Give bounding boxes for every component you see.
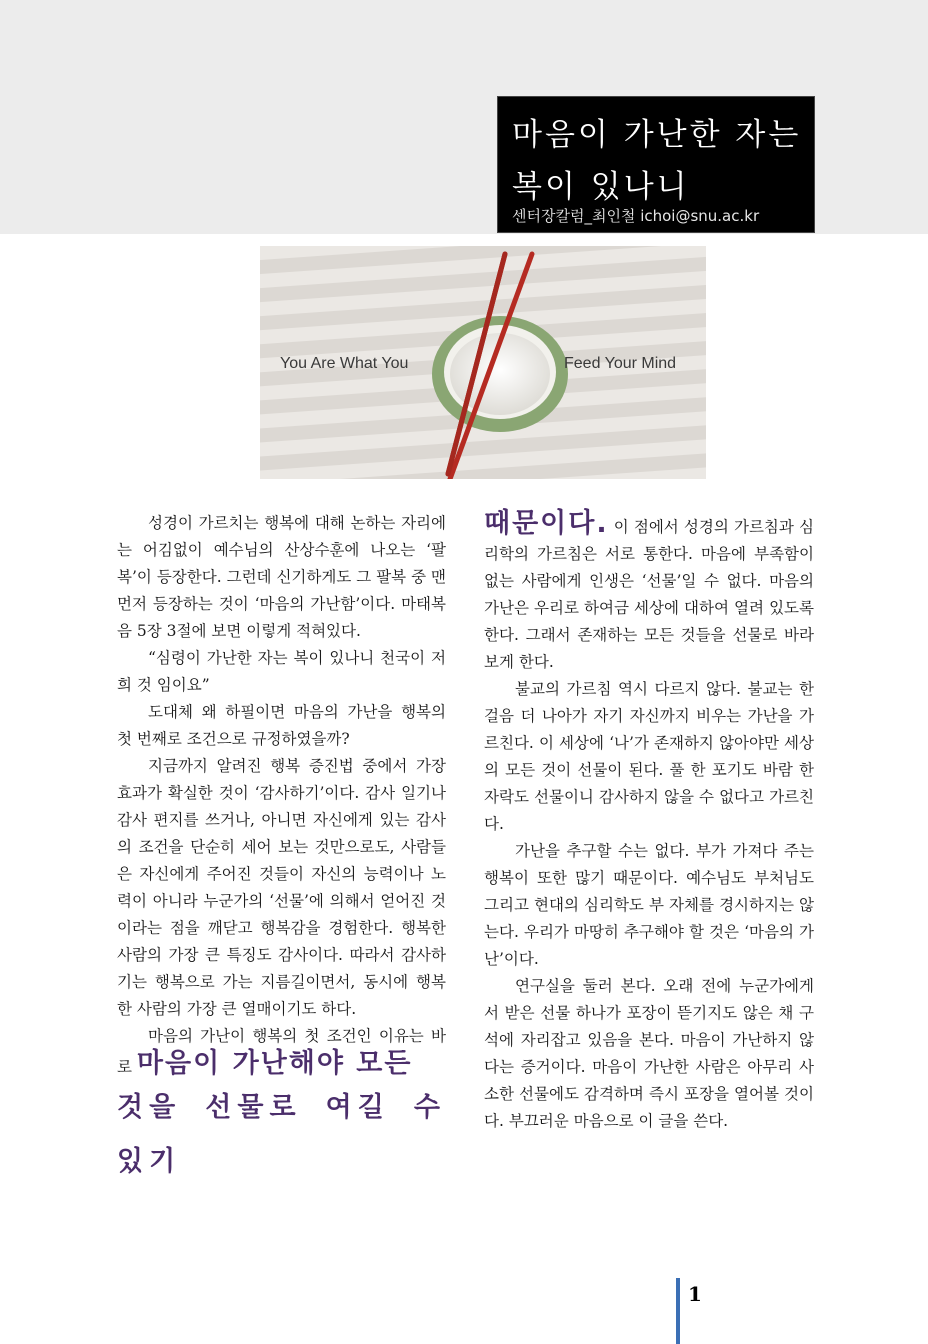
paragraph: 도대체 왜 하필이면 마음의 가난을 행복의 첫 번째로 조건으로 규정하였을까? <box>117 703 446 748</box>
byline: 센터장칼럼_최인철 ichoi@snu.ac.kr <box>512 207 760 225</box>
title-box <box>497 96 815 233</box>
paragraph: “심령이 가난한 자는 복이 있나니 천국이 저희 것 임이요” <box>117 649 446 694</box>
paragraph: 가난을 추구할 수는 없다. 부가 가져다 주는 행복이 또한 많기 때문이다. 예수님도 부처님도 그리고 현대의 심리학도 부 자체를 경시하지는 않는다. 우리가 마땅히 추구해야 할 것은 ‘마음의 가난’이다. <box>484 842 814 968</box>
highlight-text: 마음이 가난해야 모든 <box>136 1048 413 1079</box>
highlight-line: 것을 선물로 여길 수 있기 <box>117 1092 446 1177</box>
paragraph: 지금까지 알려진 행복 증진법 중에서 가장 효과가 확실한 것이 ‘감사하기’이다. 감사 일기나 감사 편지를 쓰거나, 아니면 자신에게 있는 감사의 조건을 단순히 세어 보는 것만으로도, 사람들은 자신에게 주어진 것들이 자신의 능력이나 노력이 아니라 누군가의 ‘선물’에 의해서 얻어진 것이라는 점을 깨닫고 행복감을 경험한다. 행복한 사람의 가장 큰 특징도 감사이다. 따라서 감사하기는 행복으로 가는 지름길이면서, 동시에 행복한 사람의 가장 큰 열매이기도 하다. <box>117 757 446 1018</box>
paragraph: 연구실을 둘러 본다. 오래 전에 누군가에게서 받은 선물 하나가 포장이 뜯기지도 않은 채 구석에 자리잡고 있음을 본다. 마음이 가난하지 않다는 증거이다. 마음이 가난한 사람은 아무리 사소한 선물에도 감격하며 즉시 포장을 열어볼 것이다. 부끄러운 마음으로 이 글을 쓴다. <box>484 977 814 1130</box>
page-number-rule <box>676 1278 680 1344</box>
paragraph-text: 마음의 가난이 행복의 첫 조건인 이유는 바로 <box>117 1027 446 1076</box>
right-column <box>484 510 814 1135</box>
image-text-left: You Are What You <box>280 355 409 372</box>
image-text-right: Feed Your Mind <box>564 355 677 372</box>
paragraph-text: 이 점에서 성경의 가르침과 심리학의 가르침은 서로 통한다. 마음에 부족함이 없는 사람에게 인생은 ‘선물’일 수 없다. 마음의 가난은 우리로 하여금 세상에 대하여 열려 있도록 한다. 그래서 존재하는 모든 것들을 선물로 바라보게 한다. <box>484 518 814 671</box>
paragraph: 성경이 가르치는 행복에 대해 논하는 자리에는 어김없이 예수님의 산상수훈에 나오는 ‘팔복’이 등장한다. 그런데 신기하게도 그 팔복 중 맨 먼저 등장하는 것이 ‘마음의 가난함’이다. 마태복음 5장 3절에 보면 이렇게 적혀있다. <box>117 514 446 640</box>
title-line-2: 복이 있나니 <box>512 169 690 205</box>
paragraph: 불교의 가르침 역시 다르지 않다. 불교는 한 걸음 더 나아가 자기 자신까지 비우는 가난을 가르친다. 이 세상에 ‘나’가 존재하지 않아야만 세상의 모든 것이 선물이 된다. 풀 한 포기도 바람 한 자락도 선물이니 감사하지 않을 수 없다고 가르친다. <box>484 680 814 833</box>
paragraph <box>484 510 814 676</box>
paragraph <box>117 1023 446 1081</box>
left-column <box>117 510 446 1189</box>
highlight-text: 때문이다. <box>484 508 609 539</box>
title-line-1: 마음이 가난한 자는 <box>512 117 802 153</box>
rice-bowl-photo <box>260 246 706 479</box>
page-number: 1 <box>688 1282 702 1306</box>
